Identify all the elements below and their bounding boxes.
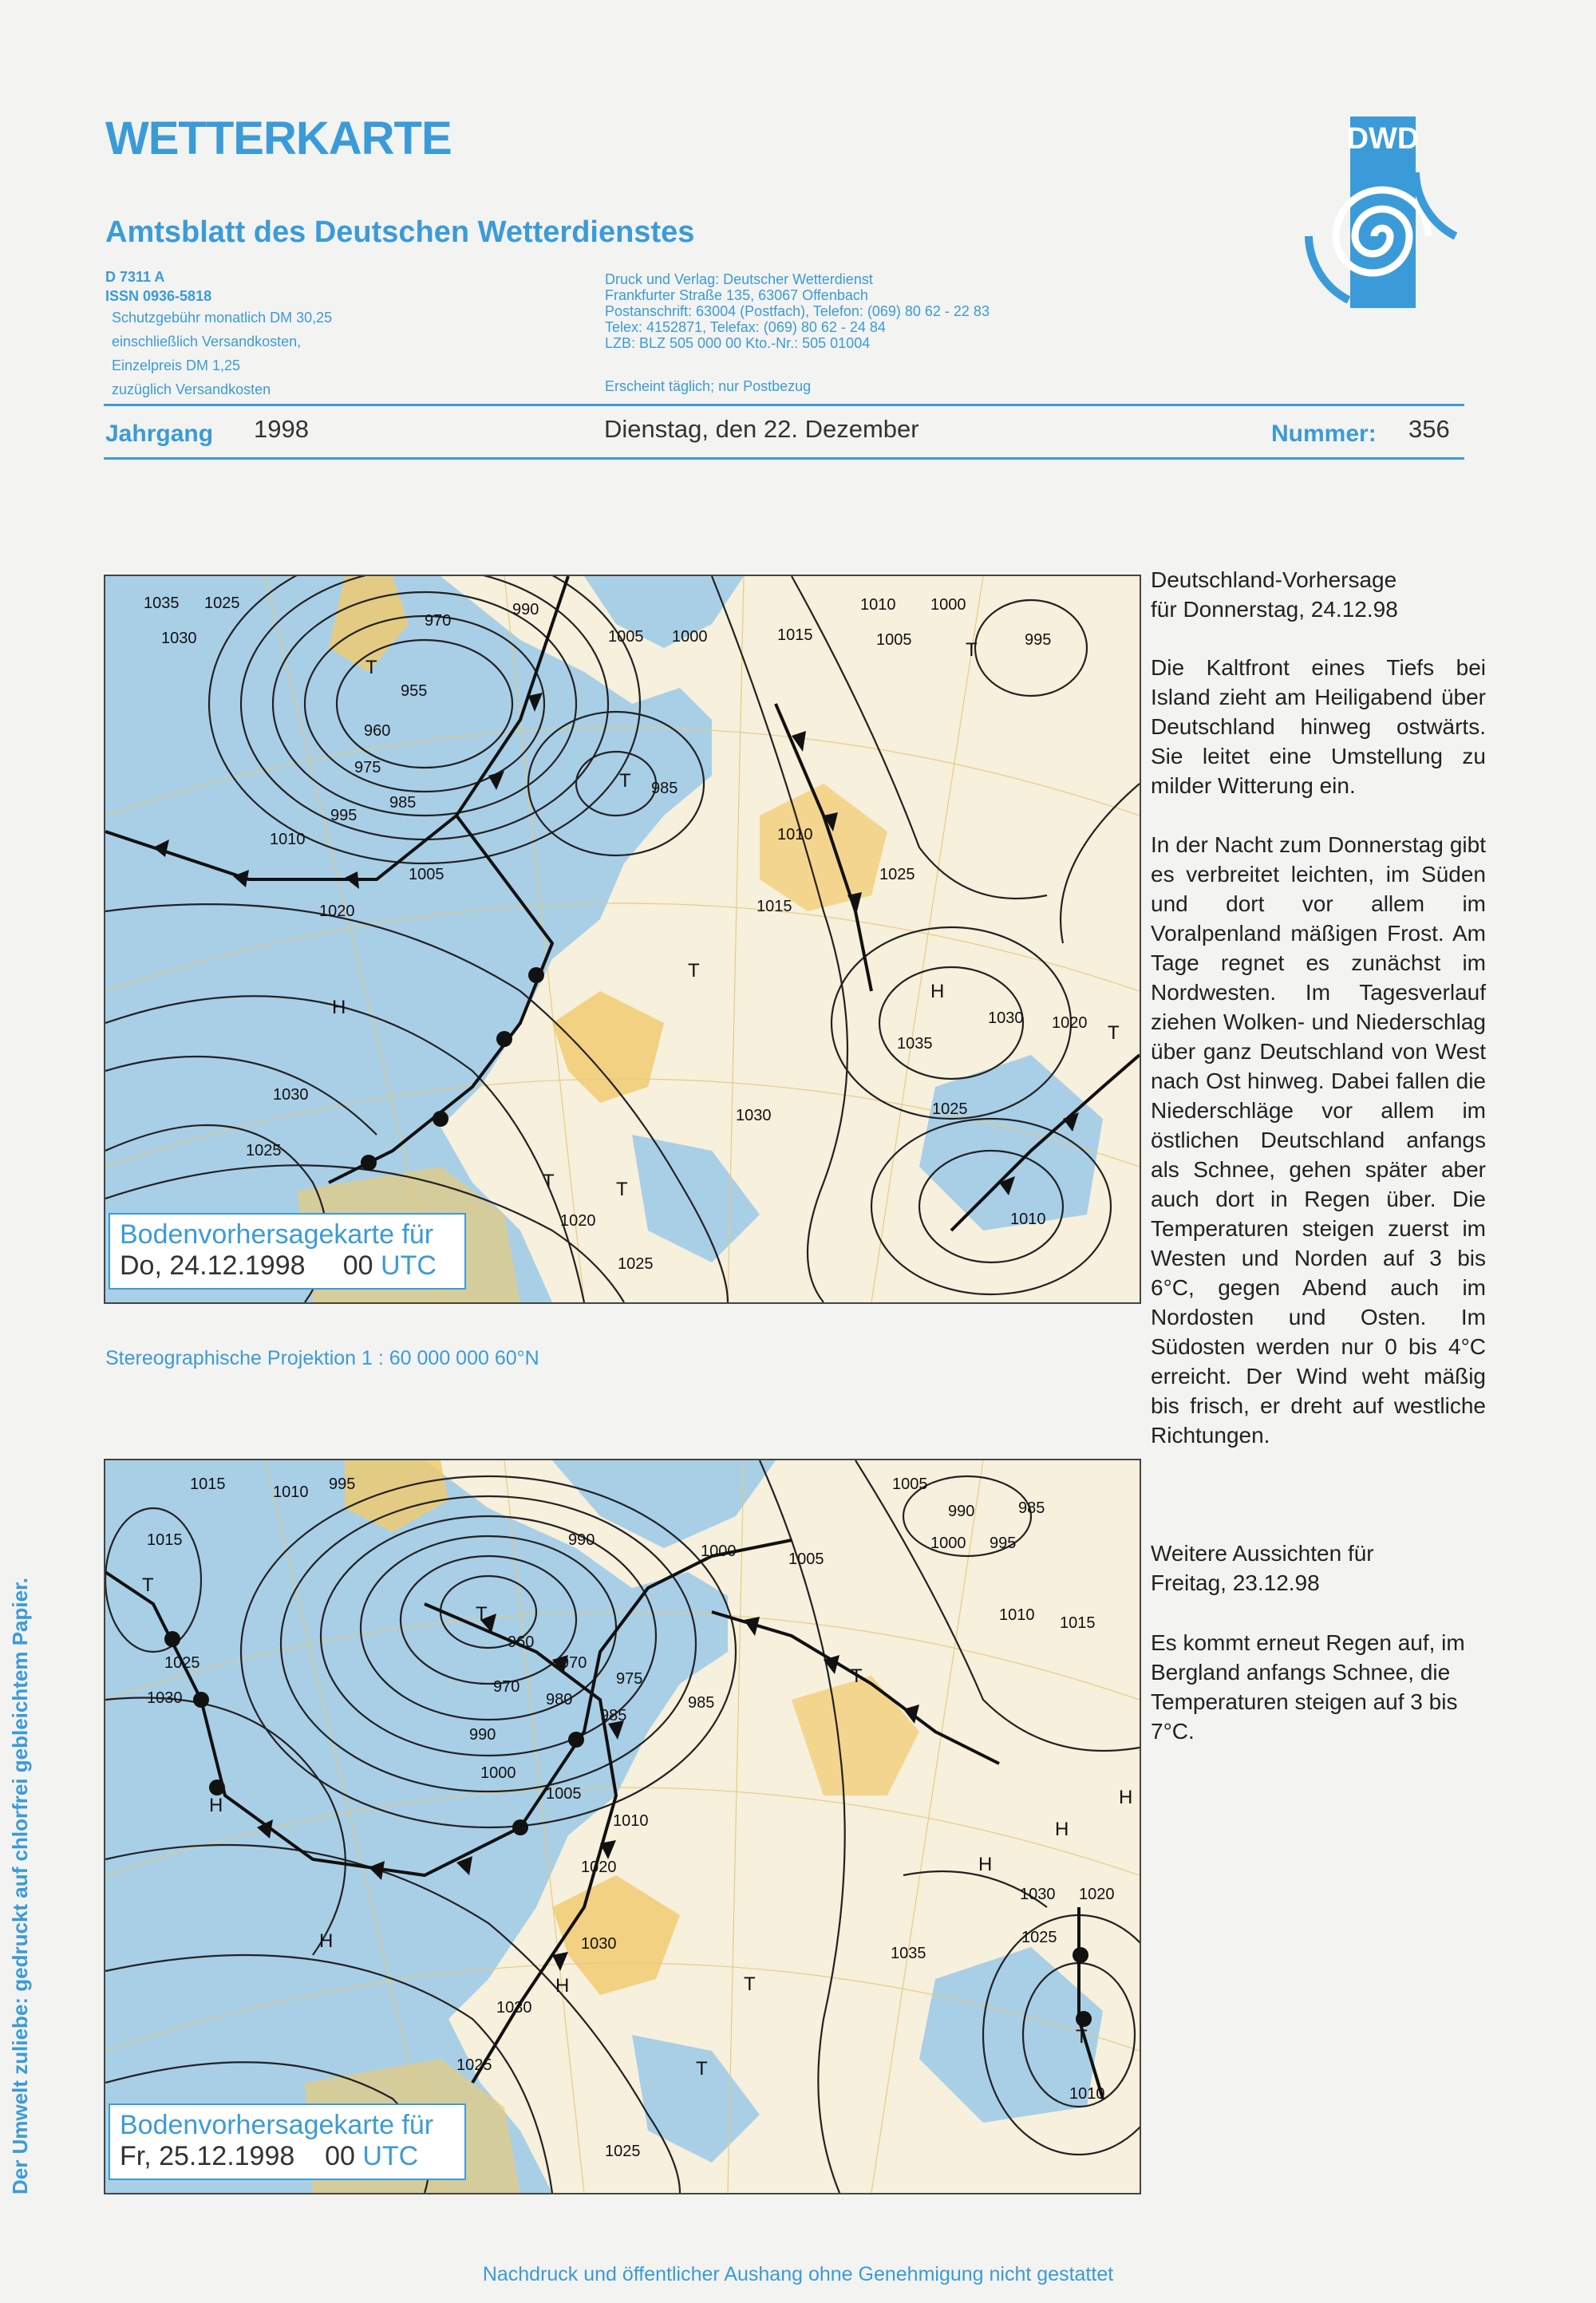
isobar-label: 1010 (777, 826, 813, 843)
isobar-label: 970 (493, 1678, 520, 1696)
weather-map-2 (104, 1459, 1141, 2194)
isobar-label: 1010 (1010, 1211, 1046, 1228)
low-pressure-center: T (476, 1603, 488, 1625)
isobar-label: 1000 (930, 1535, 966, 1552)
year-value: 1998 (254, 415, 309, 443)
isobar-label: 1010 (999, 1606, 1035, 1624)
map-1-caption-title: Bodenvorhersagekarte für (120, 1219, 434, 1250)
isobar-label: 1030 (273, 1086, 309, 1104)
isobar-label: 995 (329, 1475, 356, 1493)
isobar-label: 1000 (672, 628, 708, 646)
map-2-terrain (345, 1460, 448, 1532)
isobar-label: 1025 (204, 595, 240, 612)
isobar-label: 995 (1025, 631, 1052, 649)
isobar-label: 1000 (930, 596, 966, 614)
fee-line: Schutzgebühr monatlich DM 30,25 (112, 310, 333, 326)
projection-note: Stereographische Projektion 1 : 60 000 000 60°N (105, 1347, 539, 1369)
map-1-caption-utc: UTC (381, 1250, 437, 1281)
fee-line: zuzüglich Versandkosten (112, 381, 271, 397)
isobar-label: 1010 (273, 1483, 309, 1501)
forecast-paragraph-2: In der Nacht zum Donnerstag gibt es verbreitet leichten, im Süden und dort vor allem im Voralpenland mäßigen Frost. Am Tage regnet es zunächst im Nordwesten. Im Tagesverlauf ziehen Wolken- und Niederschlag über ganz Deutschland von West nach Ost hinweg. Dabei fallen die Niederschläge vor allem im östlichen Deutschland anfangs als Schnee, gehen später aber auch dort in Regen über. Die Temperaturen steigen zuerst im Westen und Norden auf 3 bis 6°C, gegen Abend auch im Nordosten und Osten. Im Südosten werden nur 0 bis 4°C erreicht. Der Wind weht mäßig bis frisch, er dreht auf westliche Richtungen. (1151, 832, 1486, 1448)
map-1-caption-time: 00 (342, 1250, 373, 1281)
isobar-label: 1000 (480, 1764, 516, 1782)
fee-info (112, 306, 332, 401)
environment-note: Der Umwelt zuliebe: gedruckt auf chlorfrei gebleichtem Papier. (8, 1578, 32, 2194)
forecast-heading-line: Deutschland-Vorhersage (1151, 567, 1397, 592)
isobar-label: 995 (990, 1535, 1017, 1552)
high-pressure-center: H (319, 1930, 334, 1952)
outlook-heading-line: Freitag, 23.12.98 (1151, 1570, 1320, 1595)
isobar-label: 1030 (496, 1999, 532, 2017)
isobar-label: 995 (330, 807, 358, 824)
map-2-caption-datetime (120, 2141, 455, 2172)
isobar-label: 1025 (879, 866, 915, 883)
isobar-label: 1020 (1079, 1886, 1115, 1903)
isobar-label: 1025 (618, 1255, 654, 1273)
forecast-heading (1151, 565, 1486, 624)
publisher-line: Druck und Verlag: Deutscher Wetterdienst (605, 271, 873, 287)
isobar-label: 1025 (1021, 1929, 1057, 1946)
low-pressure-center: T (851, 1665, 863, 1687)
isobar-label: 1030 (736, 1107, 772, 1124)
low-pressure-center: T (1076, 2026, 1088, 2048)
low-pressure-center: T (1108, 1022, 1120, 1044)
isobar-label: 1035 (897, 1035, 933, 1053)
map-2-caption-title: Bodenvorhersagekarte für (120, 2110, 434, 2140)
high-pressure-center: H (209, 1795, 223, 1816)
isobar-label: 980 (546, 1691, 573, 1708)
publisher-info (605, 271, 990, 351)
isobar-label: 985 (1018, 1499, 1045, 1517)
high-pressure-center: H (1055, 1819, 1069, 1840)
logo-text: DWD (1346, 122, 1420, 156)
publication-codes (105, 267, 211, 306)
low-pressure-center: T (696, 2058, 708, 2080)
map-2-caption-time: 00 (325, 2141, 355, 2171)
isobar-label: 1025 (164, 1654, 200, 1672)
isobar-label: 1010 (613, 1812, 649, 1830)
publication-code: D 7311 A (105, 269, 165, 285)
map-2-caption (109, 2104, 466, 2180)
isobar-label: 1010 (270, 831, 306, 848)
isobar-label: 975 (354, 759, 381, 776)
isobar-label: 970 (560, 1654, 587, 1672)
map-1-caption-date: Do, 24.12.1998 (120, 1250, 306, 1281)
isobar-label: 970 (425, 612, 452, 630)
forecast-heading-line: für Donnerstag, 24.12.98 (1151, 597, 1398, 622)
isobar-label: 985 (651, 780, 678, 797)
high-pressure-center: H (1119, 1787, 1133, 1808)
dwd-logo-icon (1302, 117, 1462, 308)
isobar-label: 1025 (605, 2143, 641, 2160)
map-1-caption (109, 1213, 466, 1290)
map-2-graphic (105, 1460, 1140, 2193)
isobar-label: 1020 (581, 1859, 617, 1876)
isobar-label: 1030 (1020, 1886, 1056, 1903)
map-2-caption-date: Fr, 25.12.1998 (120, 2141, 295, 2171)
isobar-label: 1035 (144, 595, 180, 612)
isobar-label: 1005 (892, 1475, 928, 1493)
isobar-label: 1030 (161, 630, 197, 647)
isobar-label: 990 (948, 1503, 975, 1520)
isobar-label: 1000 (701, 1543, 737, 1560)
low-pressure-center: T (365, 657, 377, 678)
isobar-label: 985 (389, 794, 417, 812)
frequency-note: Erscheint täglich; nur Postbezug (605, 378, 812, 394)
map-1-caption-datetime (120, 1250, 455, 1282)
high-pressure-center: H (332, 997, 346, 1018)
number-value: 356 (1408, 415, 1450, 443)
header-rule-bottom (104, 457, 1464, 460)
publisher-line: Telex: 4152871, Telefax: (069) 80 62 - 24 84 (605, 319, 886, 335)
high-pressure-center: H (978, 1854, 993, 1875)
isobar-label: 1035 (891, 1945, 926, 1962)
high-pressure-center: H (555, 1975, 570, 1997)
low-pressure-center: T (688, 960, 700, 982)
year-label: Jahrgang (105, 421, 214, 447)
masthead-subtitle: Amtsblatt des Deutschen Wetterdienstes (105, 215, 695, 249)
isobar-label: 1020 (319, 903, 355, 920)
number-label: Nummer: (1271, 421, 1377, 447)
outlook-heading-line: Weitere Aussichten für (1151, 1541, 1374, 1566)
outlook-text: Es kommt erneut Regen auf, im Bergland anfangs Schnee, die Temperaturen steigen auf 3 bis 7°C. (1151, 1630, 1465, 1744)
low-pressure-center: T (142, 1574, 154, 1596)
isobar-label: 1030 (988, 1009, 1024, 1027)
isobar-label: 975 (616, 1670, 643, 1688)
issn: ISSN 0936-5818 (105, 288, 212, 304)
isobar-label: 1005 (409, 866, 444, 883)
isobar-label: 990 (512, 601, 539, 618)
dwd-logo (1302, 117, 1462, 308)
isobar-label: 1005 (546, 1785, 582, 1803)
isobar-label: 1005 (608, 628, 644, 646)
isobar-label: 1015 (190, 1475, 226, 1493)
isobar-label: 1010 (1069, 2085, 1105, 2103)
isobar-label: 990 (469, 1726, 496, 1744)
header-rule-top (104, 404, 1464, 406)
isobar-label: 1025 (456, 2056, 492, 2074)
isobar-label: 1025 (932, 1100, 968, 1118)
forecast-paragraph-1: Die Kaltfront eines Tiefs bei Island zieht am Heiligabend über Deutschland hinweg ostwärts. Sie leitet eine Umstellung zu milder Witterung ein. (1151, 655, 1486, 798)
low-pressure-center: T (966, 639, 978, 661)
isobar-label: 985 (600, 1707, 627, 1724)
outlook-heading (1151, 1539, 1486, 1598)
isobar-label: 1020 (560, 1212, 596, 1230)
fee-line: Einzelpreis DM 1,25 (112, 357, 241, 373)
fee-line: einschließlich Versandkosten, (112, 334, 302, 350)
publisher-line: Postanschrift: 63004 (Postfach), Telefon: (069) 80 62 - 22 83 (605, 303, 990, 319)
isobar-label: 1030 (581, 1935, 617, 1953)
publisher-line: LZB: BLZ 505 000 00 Kto.-Nr.: 505 01004 (605, 335, 871, 351)
isobar-label: 960 (508, 1633, 535, 1651)
masthead-title: WETTERKARTE (105, 113, 452, 164)
isobar-label: 1005 (876, 631, 912, 649)
isobar-label: 1005 (788, 1550, 824, 1568)
isobar-label: 1025 (246, 1142, 282, 1159)
isobar-label: 1020 (1052, 1014, 1088, 1032)
publisher-line: Frankfurter Straße 135, 63067 Offenbach (605, 287, 868, 303)
isobar-label: 985 (688, 1694, 715, 1712)
isobar-label: 1015 (147, 1531, 183, 1549)
low-pressure-center: T (619, 770, 631, 792)
map-2-caption-utc: UTC (362, 2141, 419, 2171)
isobar-label: 1010 (860, 596, 896, 614)
footer-note: Nachdruck und öffentlicher Aushang ohne Genehmigung nicht gestattet (482, 2263, 1114, 2285)
weather-map-1 (104, 575, 1141, 1304)
isobar-label: 1015 (777, 626, 813, 644)
isobar-label: 990 (568, 1531, 595, 1549)
low-pressure-center: T (744, 1973, 756, 1995)
map-1-graphic (105, 576, 1140, 1302)
isobar-label: 960 (364, 722, 391, 740)
isobar-label: 1030 (147, 1689, 183, 1707)
issue-date: Dienstag, den 22. Dezember (604, 415, 919, 443)
high-pressure-center: H (930, 981, 945, 1002)
isobar-label: 955 (401, 682, 428, 700)
low-pressure-center: T (616, 1179, 628, 1200)
isobar-label: 1015 (1060, 1614, 1096, 1632)
low-pressure-center: T (543, 1171, 555, 1192)
isobar-label: 1015 (757, 898, 792, 915)
